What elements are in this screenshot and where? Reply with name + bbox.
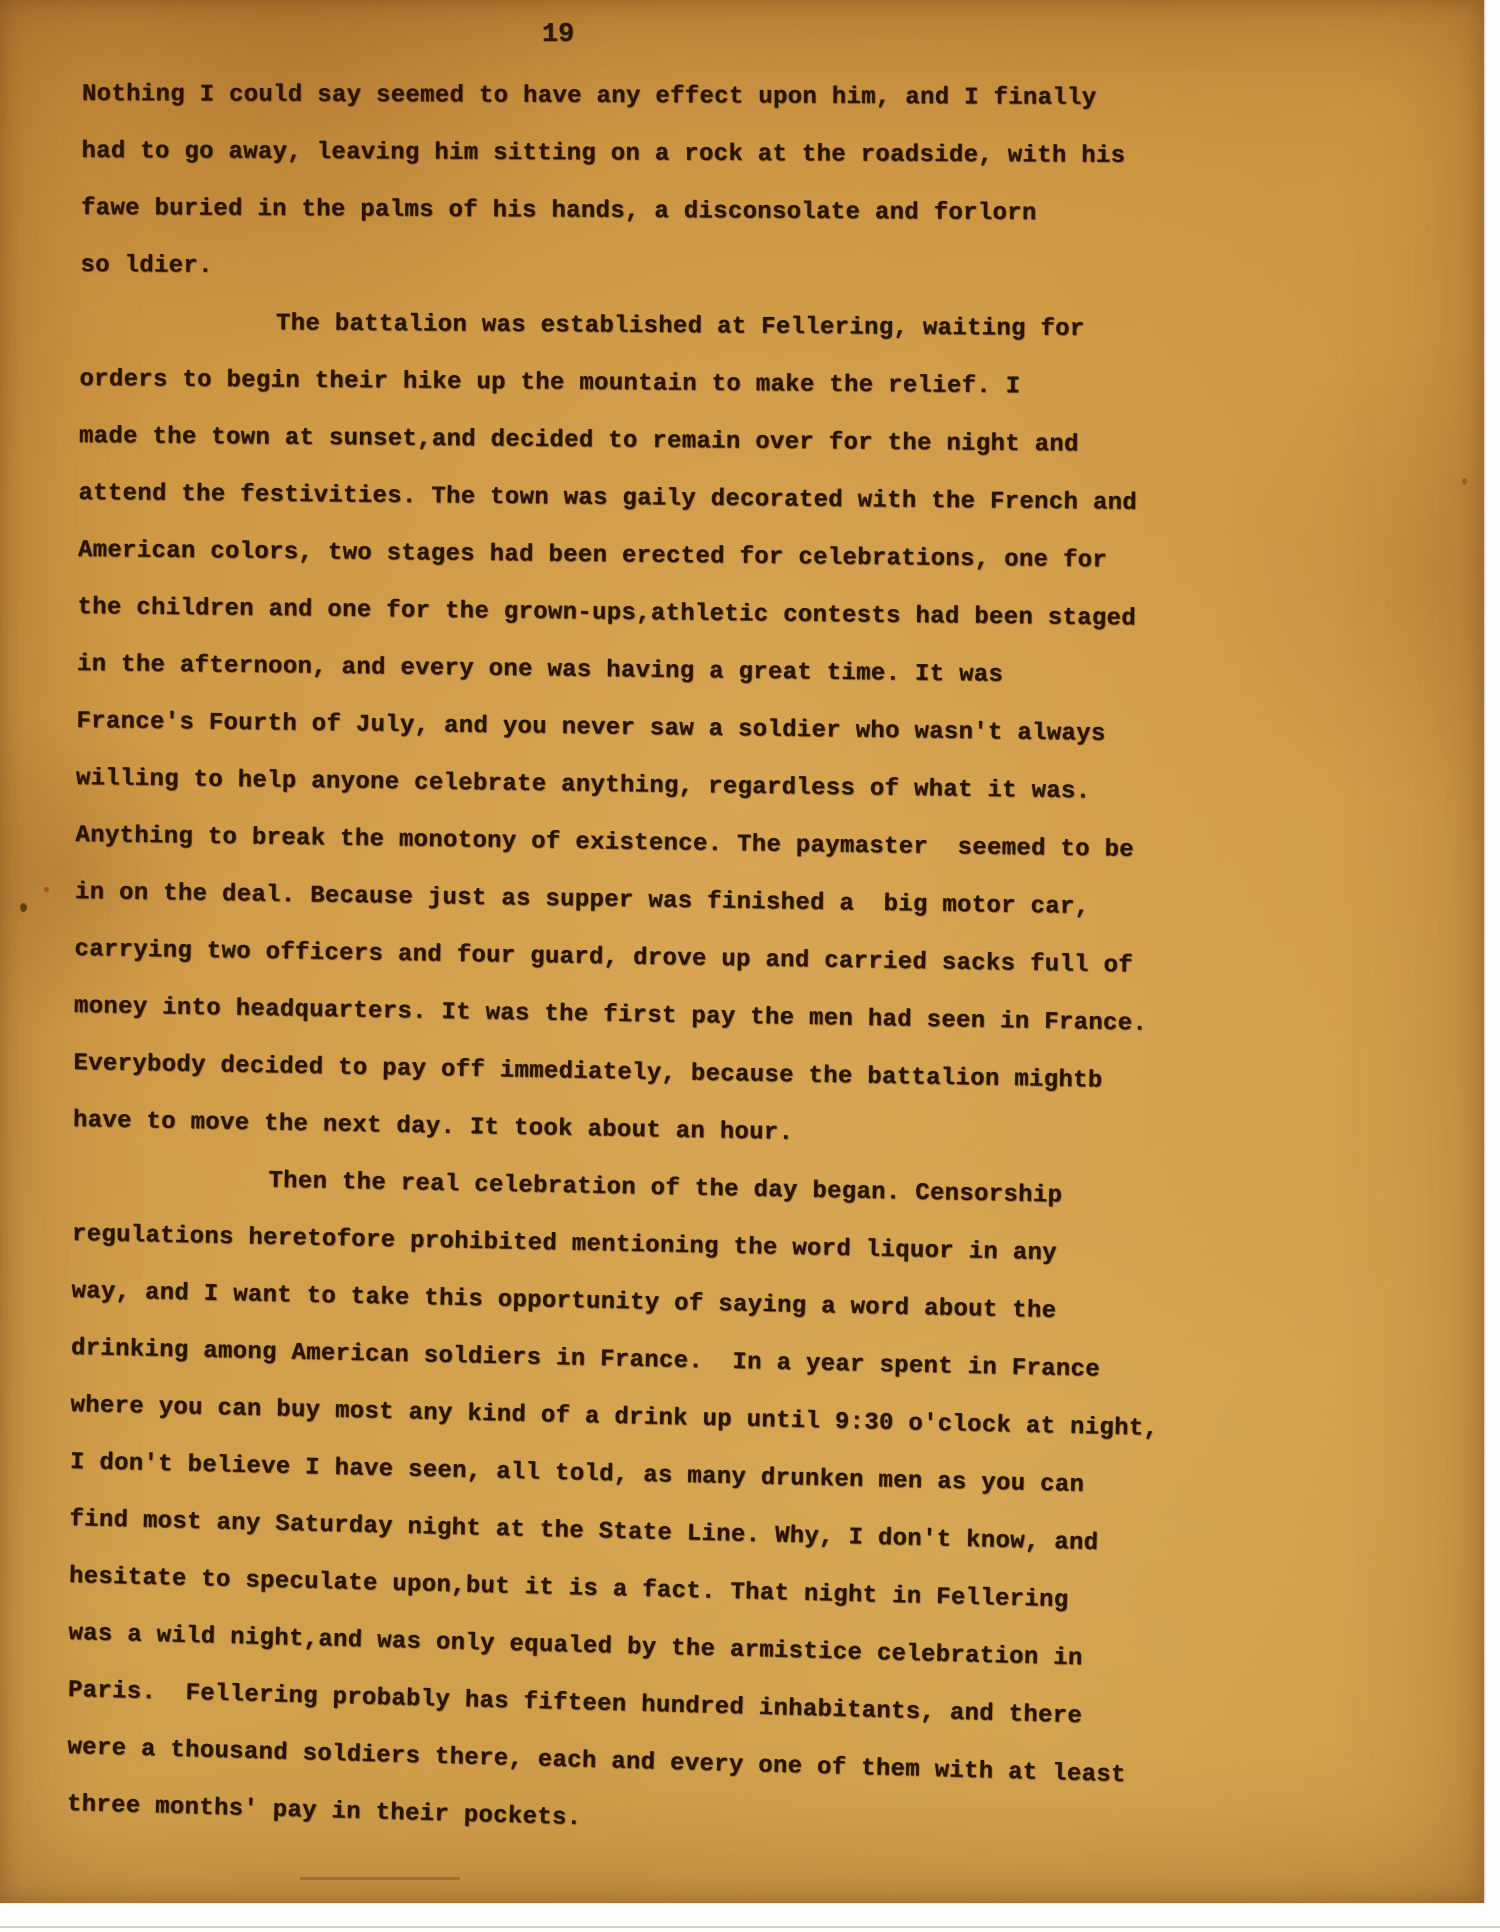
text-line: regulations heretofore prohibited mentioning the word liquor in any <box>71 1221 1058 1268</box>
text-line: the children and one for the grown-ups,athletic contests had been staged <box>77 594 1137 633</box>
text-line: have to move the next day. It took about an hour. <box>72 1107 794 1147</box>
text-line: Everybody decided to pay off immediately, because the battalion mightb <box>73 1050 1103 1095</box>
text-line: where you can buy most any kind of a drink up until 9:30 o'clock at night, <box>70 1392 1159 1443</box>
text-line: attend the festivities. The town was gaily decorated with the French and <box>78 480 1138 517</box>
text-line: I don't believe I have seen, all told, as many drunken men as you can <box>69 1449 1085 1500</box>
paragraph <box>66 1149 1422 1833</box>
text-line: had to go away, leaving him sitting on a rock at the roadside, with his <box>81 138 1126 170</box>
text-line: way, and I want to take this opportunity of saying a word about the <box>71 1278 1057 1326</box>
text-line: in the afternoon, and every one was having a great time. It was <box>76 651 1004 689</box>
paragraph <box>72 294 1422 1149</box>
scan-edge <box>0 1926 1500 1928</box>
text-line: orders to begin their hike up the mountain to make the relief. I <box>79 366 1021 401</box>
text-line: The battalion was established at Fellering, waiting for <box>275 310 1085 344</box>
paper-stain <box>1462 478 1467 485</box>
text-line: so ldier. <box>80 252 213 280</box>
text-line: willing to help anyone celebrate anything, regardless of what it was. <box>75 765 1091 806</box>
paper-stain <box>300 1877 460 1880</box>
text-line: Then the real celebration of the day began. Censorship <box>268 1167 1063 1210</box>
text-line: was a wild night,and was only equaled by the armistice celebration in <box>68 1620 1083 1673</box>
paper-stain <box>44 887 49 892</box>
text-line: money into headquarters. It was the first pay the men had seen in France. <box>73 993 1148 1038</box>
text-line: Nothing I could say seemed to have any effect upon him, and I finally <box>81 81 1097 112</box>
text-line: three months' pay in their pockets. <box>66 1791 582 1833</box>
page-number: 19 <box>541 20 575 50</box>
document-body <box>66 66 1422 1833</box>
text-line: fawe buried in the palms of his hands, a disconsolate and forlorn <box>80 195 1037 228</box>
text-line: find most any Saturday night at the State Line. Why, I don't know, and <box>69 1506 1099 1558</box>
text-line: Anything to break the monotony of existence. The paymaster seemed to be <box>75 822 1135 864</box>
paper-stain <box>20 903 27 912</box>
text-line: made the town at sunset,and decided to remain over for the night and <box>78 423 1079 459</box>
paragraph <box>82 66 1422 294</box>
text-line: hesitate to speculate upon,but it is a fact. That night in Fellering <box>68 1563 1069 1615</box>
text-line: Paris. Fellering probably has fifteen hundred inhabitants, and there <box>67 1677 1083 1731</box>
text-line: drinking among American soldiers in France. In a year spent in France <box>70 1335 1101 1384</box>
text-line: France's Fourth of July, and you never saw a soldier who wasn't always <box>76 708 1106 748</box>
text-line: carrying two officers and four guard, drove up and carried sacks full of <box>74 936 1134 980</box>
text-line: American colors, two stages had been erected for celebrations, one for <box>77 537 1108 575</box>
text-line: were a thousand soldiers there, each and every one of them with at least <box>67 1734 1127 1790</box>
text-line: in on the deal. Because just as supper was finished a big motor car, <box>74 879 1090 922</box>
